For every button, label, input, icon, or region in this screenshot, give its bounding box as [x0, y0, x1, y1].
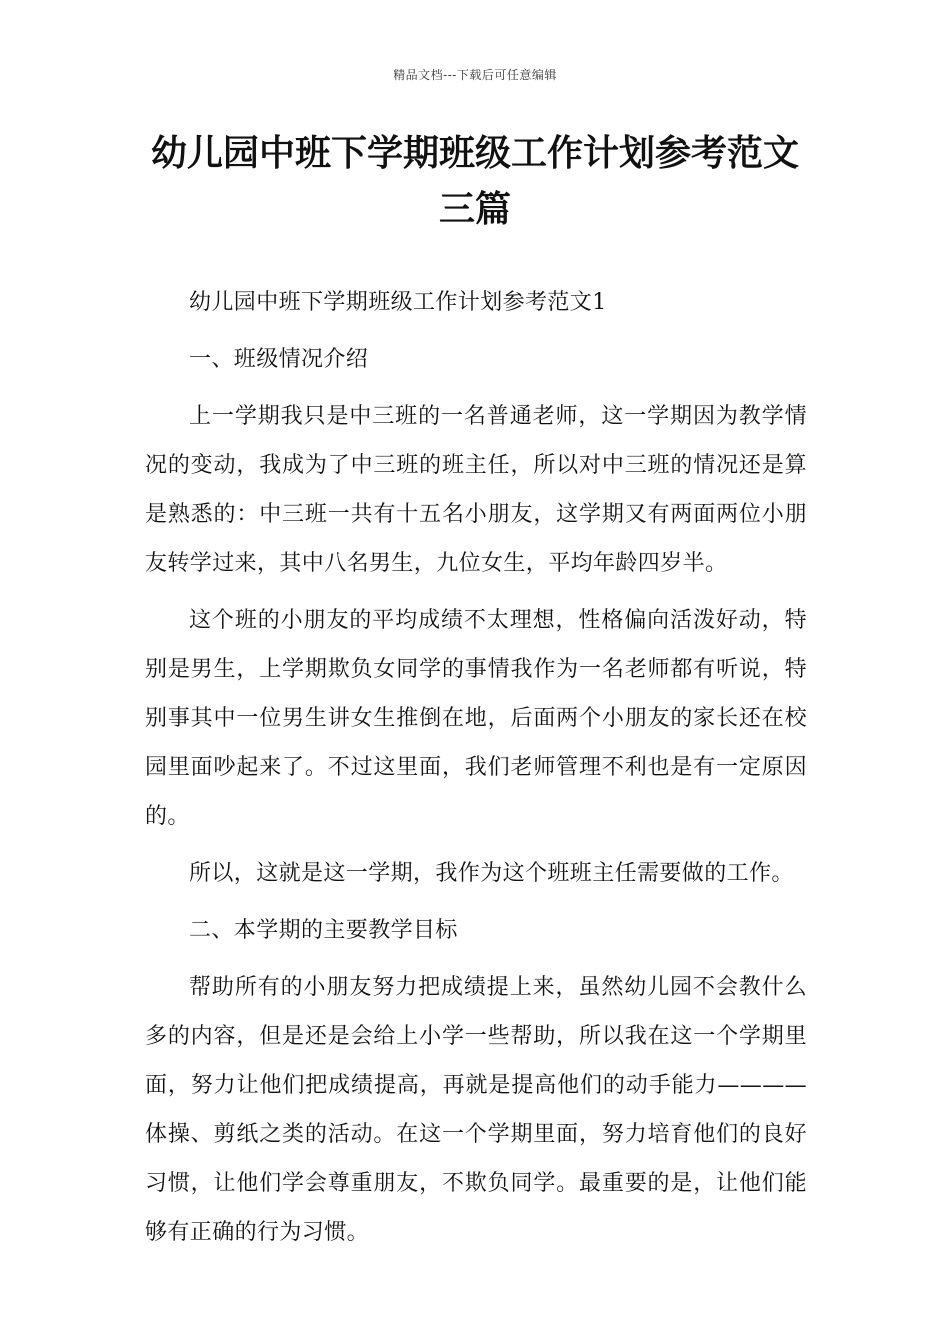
body-paragraph: 上一学期我只是中三班的一名普通老师，这一学期因为教学情况的变动，我成为了中三班的班主任，所以对中三班的情况还是算是熟悉的：中三班一共有十五名小朋友，这学期又有两面两位小朋友转学过来，其中八名男生，九位女生，平均年龄四岁半。: [145, 404, 807, 576]
document-body: [145, 278, 807, 1265]
subsection-heading: 一、班级情况介绍: [189, 347, 369, 372]
body-paragraph: 这个班的小朋友的平均成绩不太理想，性格偏向活泼好动，特别是男生，上学期欺负女同学的事情我作为一名老师都有听说，特别事其中一位男生讲女生推倒在地，后面两个小朋友的家长还在校园里面吵起来了。不过这里面，我们老师管理不利也是有一定原因的。: [145, 608, 807, 829]
subsection-heading: 二、本学期的主要教学目标: [189, 918, 458, 943]
document-title: 幼儿园中班下学期班级工作计划参考范文三篇: [150, 133, 799, 230]
body-paragraph: 帮助所有的小朋友努力把成绩提上来，虽然幼儿园不会教什么多的内容，但是还是会给上小学一些帮助，所以我在这一个学期里面，努力让他们把成绩提高，再就是提高他们的动手能力————体操、剪纸之类的活动。在这一个学期里面，努力培育他们的良好习惯，让他们学会尊重朋友，不欺负同学。最重要的是，让他们能够有正确的行为习惯。: [145, 975, 807, 1245]
section-heading: 幼儿园中班下学期班级工作计划参考范文1: [189, 290, 607, 315]
body-paragraph: 所以，这就是这一学期，我作为这个班班主任需要做的工作。: [189, 861, 794, 886]
header-note: 精品文档---下载后可任意编辑: [393, 68, 557, 82]
